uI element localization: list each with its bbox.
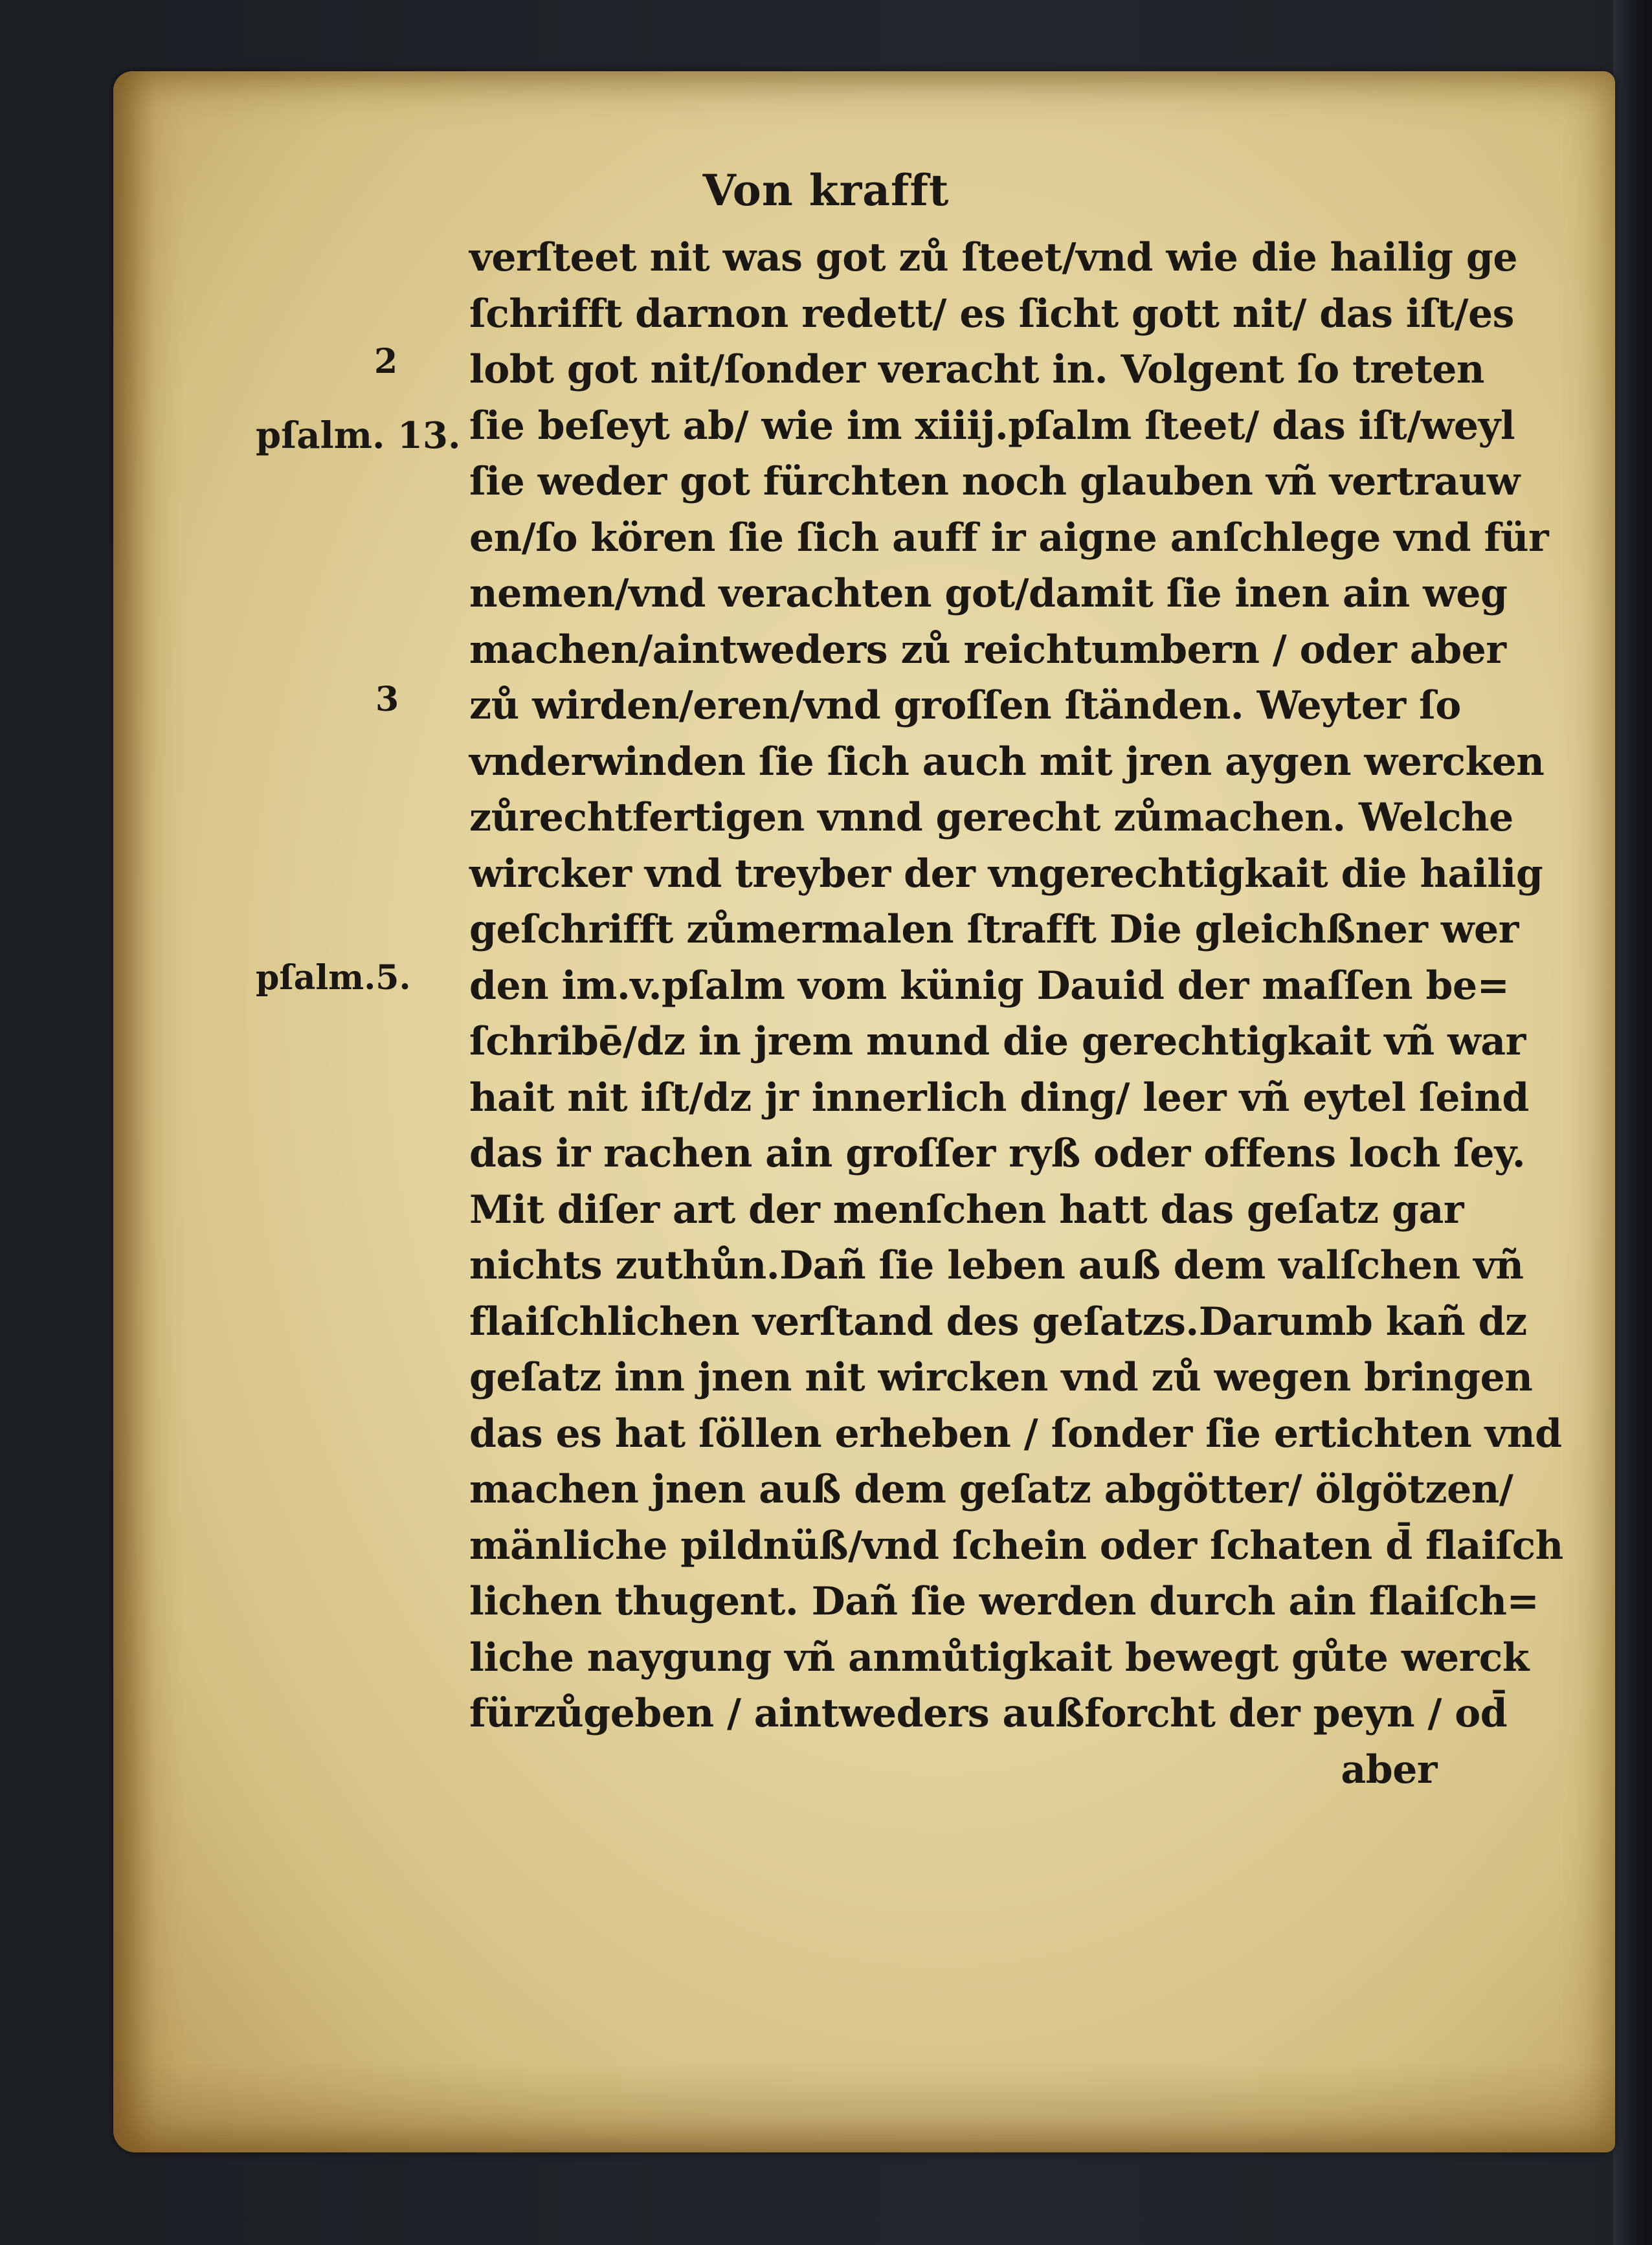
text-line: en/ſo kören ſie ſich auff ir aigne anſchlege vnd für <box>469 515 1549 561</box>
text-line: ſie beſeyt ab/ wie im xiiij.pſalm ſteet/ das iſt/weyl <box>469 403 1515 449</box>
text-line: lichen thugent. Dañ ſie werden durch ain flaiſch= <box>469 1579 1539 1624</box>
text-line: das es hat ſöllen erheben / ſonder ſie ertichten vnd <box>469 1411 1562 1457</box>
text-line: vnderwinden ſie ſich auch mit jren aygen wercken <box>469 739 1545 785</box>
text-line: nemen/vnd verachten got/damit ſie inen ain weg <box>469 571 1508 616</box>
page-edge-stain-bottom <box>113 2062 1615 2152</box>
text-line: den im.v.pſalm vom künig Dauid der maſſen be= <box>469 963 1510 1009</box>
text-line: machen/aintweders zů reichtumbern / oder aber <box>469 627 1506 673</box>
text-line: wircker vnd treyber der vngerechtigkait die hailig <box>469 851 1543 897</box>
text-line: flaiſchlichen verſtand des geſatzs.Darumb kañ dz <box>469 1299 1527 1345</box>
text-line: geſchrifft zůmermalen ſtrafft Die gleichßner wer <box>469 907 1519 952</box>
text-line: mänliche pildnüß/vnd ſchein oder ſchaten d̄ flaiſch <box>469 1523 1563 1569</box>
text-line: nichts zuthůn.Dañ ſie leben auß dem valſchen vñ <box>469 1243 1524 1288</box>
margin-note-psalm-13: pſalm. 13. <box>256 414 461 457</box>
text-line: das ir rachen ain groſſer ryß oder offens loch ſey. <box>469 1131 1526 1176</box>
catchword: aber <box>1341 1747 1437 1793</box>
text-line: fürzůgeben / aintweders außforcht der peyn / od̄ <box>469 1691 1508 1736</box>
body-text <box>469 230 1563 1798</box>
text-line: verſteet nit was got zů ſteet/vnd wie die hailig ge <box>469 235 1517 280</box>
book-binding-edge <box>1613 0 1652 2245</box>
margin-note-3: 3 <box>375 680 399 719</box>
text-line: machen jnen auß dem geſatz abgötter/ ölgötzen/ <box>469 1467 1513 1512</box>
margin-note-psalm-5: pſalm.5. <box>256 958 411 998</box>
text-line: geſatz inn jnen nit wircken vnd zů wegen bringen <box>469 1355 1533 1400</box>
page-edge-stain-left <box>113 71 184 2152</box>
text-line: liche naygung vñ anmůtigkait bewegt gůte werck <box>469 1635 1529 1681</box>
text-line: ſchribē/dz in jrem mund die gerechtigkait vñ war <box>469 1019 1526 1064</box>
text-line: hait nit iſt/dz jr innerlich ding/ leer vñ eytel ſeind <box>469 1075 1529 1121</box>
margin-note-2: 2 <box>374 342 398 381</box>
text-line: zů wirden/eren/vnd groſſen ſtänden. Weyter ſo <box>469 683 1461 728</box>
text-line: Mit diſer art der menſchen hatt das geſatz gar <box>469 1187 1464 1233</box>
text-line: ſie weder got fürchten noch glauben vñ vertrauw <box>469 459 1520 504</box>
text-line: lobt got nit/ſonder veracht in. Volgent ſo treten <box>469 347 1484 392</box>
text-line: zůrechtfertigen vnnd gerecht zůmachen. Welche <box>469 795 1513 840</box>
running-head: Von krafft <box>702 165 950 216</box>
text-line: ſchrifft darnon redett/ es ſicht gott nit/ das iſt/es <box>469 291 1514 337</box>
